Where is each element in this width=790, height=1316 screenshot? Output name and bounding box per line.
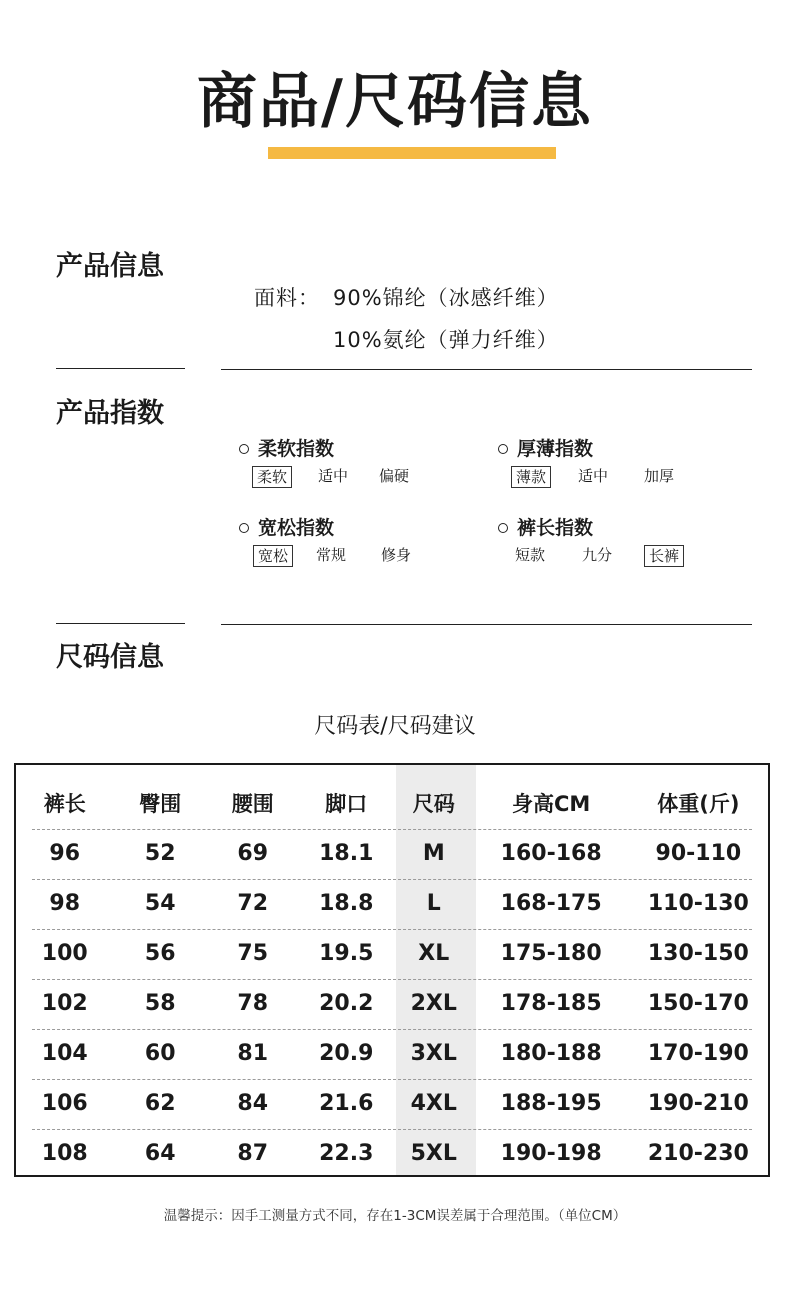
- index-option-selected: 柔软: [252, 466, 292, 488]
- page-title: 商品/尺码信息: [197, 67, 593, 137]
- table-cell: 160-168: [500, 841, 602, 866]
- table-cell: 175-180: [500, 941, 602, 966]
- table-cell: M: [422, 841, 445, 866]
- index-option-selected: 薄款: [511, 466, 551, 488]
- index-title: 厚薄指数: [517, 438, 594, 460]
- index-option: 修身: [381, 546, 412, 564]
- table-cell: 180-188: [500, 1041, 602, 1066]
- table-cell: 5XL: [410, 1141, 457, 1166]
- table-row: [16, 1079, 768, 1129]
- table-cell: XL: [418, 941, 450, 966]
- table-row: [16, 829, 768, 879]
- index-option: 适中: [318, 467, 349, 485]
- index-group-length: [498, 515, 758, 569]
- circle-bullet-icon: [239, 523, 249, 533]
- table-cell: L: [426, 891, 441, 916]
- table-header-cell: 裤长: [43, 792, 86, 816]
- table-cell: 4XL: [410, 1091, 457, 1116]
- table-cell: 90-110: [655, 841, 742, 866]
- table-cell: 104: [41, 1041, 88, 1066]
- index-group-softness: [239, 436, 499, 490]
- table-row: [16, 879, 768, 929]
- table-cell: 168-175: [500, 891, 602, 916]
- table-header-cell: 腰围: [231, 792, 274, 816]
- table-cell: 2XL: [410, 991, 457, 1016]
- table-cell: 56: [144, 941, 176, 966]
- table-row-divider: [32, 1079, 752, 1080]
- table-cell: 21.6: [319, 1091, 374, 1116]
- table-cell: 58: [144, 991, 176, 1016]
- table-cell: 20.2: [319, 991, 374, 1016]
- table-header-cell: 体重(斤): [657, 792, 740, 816]
- table-cell: 188-195: [500, 1091, 602, 1116]
- table-cell: 110-130: [647, 891, 749, 916]
- fabric-line-2: 10%氨纶（弹力纤维）: [333, 328, 559, 352]
- index-option: 加厚: [644, 467, 675, 485]
- table-cell: 87: [237, 1141, 269, 1166]
- table-cell: 170-190: [647, 1041, 749, 1066]
- table-cell: 178-185: [500, 991, 602, 1016]
- table-header-cell: 臀围: [139, 792, 182, 816]
- size-table: [14, 763, 770, 1177]
- table-cell: 190-198: [500, 1141, 602, 1166]
- section-divider-short: [56, 623, 185, 624]
- table-cell: 98: [49, 891, 81, 916]
- section-divider-short: [56, 368, 185, 369]
- section-divider-long: [221, 624, 752, 625]
- table-cell: 210-230: [647, 1141, 749, 1166]
- table-cell: 106: [41, 1091, 88, 1116]
- size-table-caption: 尺码表/尺码建议: [314, 714, 476, 739]
- fabric-line-1: 90%锦纶（冰感纤维）: [333, 286, 559, 310]
- table-cell: 130-150: [647, 941, 749, 966]
- table-cell: 62: [144, 1091, 176, 1116]
- table-cell: 190-210: [647, 1091, 749, 1116]
- table-cell: 3XL: [410, 1041, 457, 1066]
- circle-bullet-icon: [498, 523, 508, 533]
- table-cell: 60: [144, 1041, 176, 1066]
- table-cell: 18.8: [319, 891, 374, 916]
- table-cell: 22.3: [319, 1141, 374, 1166]
- table-cell: 54: [144, 891, 176, 916]
- table-row-divider: [32, 1029, 752, 1030]
- table-row-divider: [32, 929, 752, 930]
- section-title-product-index: 产品指数: [56, 398, 164, 429]
- table-cell: 150-170: [647, 991, 749, 1016]
- footer-note: 温馨提示：因手工测量方式不同，存在1-3CM误差属于合理范围。（单位CM）: [163, 1208, 627, 1224]
- fabric-label: 面料：: [254, 286, 320, 310]
- table-cell: 100: [41, 941, 88, 966]
- table-row-divider: [32, 1129, 752, 1130]
- table-row: [16, 929, 768, 979]
- table-cell: 108: [41, 1141, 88, 1166]
- table-header-cell: 尺码: [412, 792, 455, 816]
- index-option: 常规: [316, 546, 347, 564]
- index-option-selected: 长裤: [644, 545, 684, 567]
- index-title: 裤长指数: [517, 517, 594, 539]
- index-group-looseness: [239, 515, 499, 569]
- table-cell: 96: [49, 841, 81, 866]
- index-option: 短款: [515, 546, 546, 564]
- title-underline-bar: [268, 147, 556, 159]
- table-cell: 52: [144, 841, 176, 866]
- index-title: 柔软指数: [258, 438, 335, 460]
- table-row-divider: [32, 979, 752, 980]
- table-cell: 84: [237, 1091, 269, 1116]
- table-cell: 78: [237, 991, 269, 1016]
- table-row-divider: [32, 879, 752, 880]
- index-title: 宽松指数: [258, 517, 335, 539]
- index-group-thickness: [498, 436, 758, 490]
- table-cell: 69: [237, 841, 269, 866]
- table-cell: 72: [237, 891, 269, 916]
- circle-bullet-icon: [239, 444, 249, 454]
- table-row-divider: [32, 829, 752, 830]
- index-option: 适中: [578, 467, 609, 485]
- section-title-product-info: 产品信息: [56, 251, 164, 282]
- index-option: 九分: [582, 546, 613, 564]
- table-cell: 81: [237, 1041, 269, 1066]
- table-header-cell: 身高CM: [511, 792, 591, 816]
- table-row: [16, 1129, 768, 1179]
- table-cell: 75: [237, 941, 269, 966]
- table-cell: 102: [41, 991, 88, 1016]
- table-row: [16, 979, 768, 1029]
- table-cell: 18.1: [319, 841, 374, 866]
- section-divider-long: [221, 369, 752, 370]
- table-cell: 20.9: [319, 1041, 374, 1066]
- index-option: 偏硬: [379, 467, 410, 485]
- table-cell: 64: [144, 1141, 176, 1166]
- section-title-size-info: 尺码信息: [56, 642, 164, 673]
- table-row: [16, 1029, 768, 1079]
- table-cell: 19.5: [319, 941, 374, 966]
- index-option-selected: 宽松: [253, 545, 293, 567]
- circle-bullet-icon: [498, 444, 508, 454]
- table-header-row: [16, 779, 768, 829]
- table-header-cell: 脚口: [325, 792, 368, 816]
